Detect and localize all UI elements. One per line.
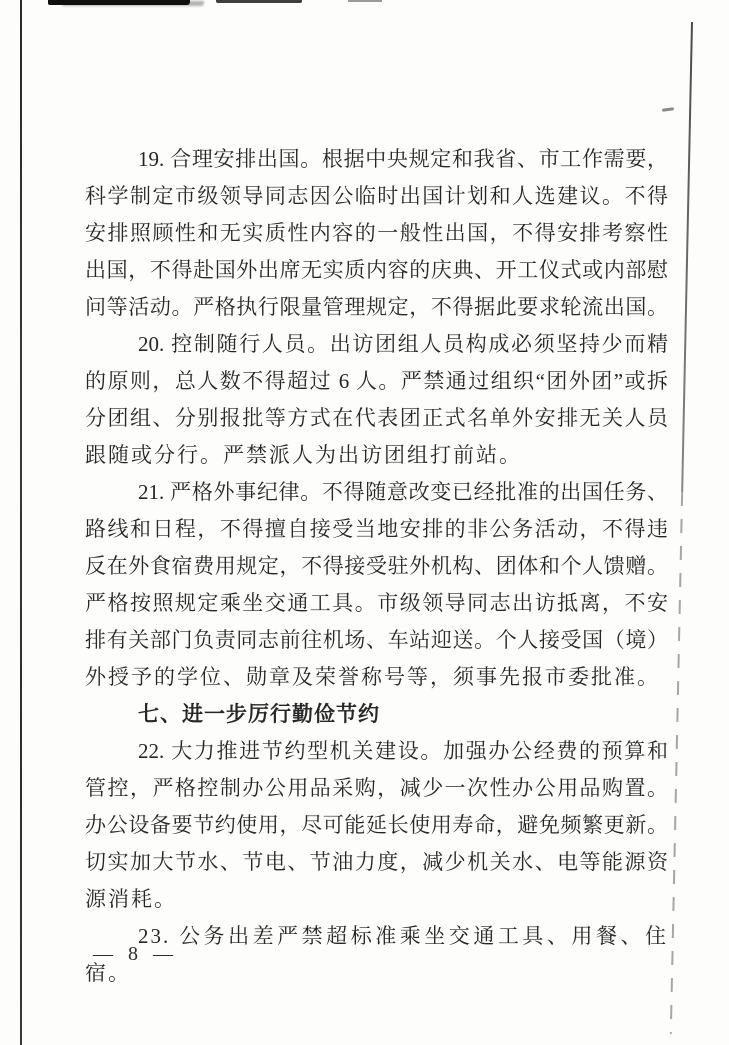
text-line-para21-4: 严格按照规定乘坐交通工具。市级领导同志出访抵离，不安: [85, 591, 668, 615]
scan-artifact-right-edge-line: [670, 22, 693, 1034]
text-line-para20-3: 分团组、分别报批等方式在代表团正式名单外安排无关人员: [85, 406, 668, 430]
text-line-para19-3: 安排照顾性和无实质性内容的一般性出国，不得安排考察性: [85, 221, 668, 245]
text-line-para22-3: 办公设备要节约使用，尽可能延长使用寿命，避免频繁更新。: [85, 813, 668, 837]
text-line-para19-5: 问等活动。严格执行限量管理规定，不得据此要求轮流出国。: [85, 295, 668, 319]
text-line-para21-3: 反在外食宿费用规定，不得接受驻外机构、团体和个人馈赠。: [85, 554, 668, 578]
scan-artifact-left-edge-line: [20, 0, 22, 1045]
text-line-para22-2: 管控，严格控制办公用品采购，减少一次性办公用品购置。: [85, 776, 668, 800]
scan-artifact-top-smudge-3: [348, 0, 382, 2]
text-line-para22-5: 源消耗。: [85, 887, 177, 911]
text-line-para21-2: 路线和日程，不得擅自接受当地安排的非公务活动，不得违: [85, 517, 668, 541]
text-line-para22-4: 切实加大节水、节电、节油力度，减少机关水、电等能源资: [85, 850, 668, 874]
text-line-para19-2: 科学制定市级领导同志因公临时出国计划和人选建议。不得: [85, 184, 668, 208]
page-number: — 8 —: [93, 943, 178, 965]
scan-artifact-top-smudge-1: [48, 0, 190, 5]
text-line-para21-6: 外授予的学位、勋章及荣誉称号等，须事先报市委批准。: [85, 665, 660, 689]
scan-artifact-speck: [662, 107, 674, 112]
text-line-para22-1: 22. 大力推进节约型机关建设。加强办公经费的预算和: [138, 739, 668, 763]
section-heading: 七、进一步厉行勤俭节约: [138, 702, 380, 726]
text-line-para19-4: 出国，不得赴国外出席无实质内容的庆典、开工仪式或内部慰: [85, 258, 668, 282]
scan-artifact-top-smudge-2: [216, 0, 302, 3]
text-line-para20-1: 20. 控制随行人员。出访团组人员构成必须坚持少而精: [138, 332, 668, 356]
text-line-para21-5: 排有关部门负责同志前往机场、车站迎送。个人接受国（境）: [85, 628, 668, 652]
document-body: [85, 141, 668, 985]
text-line-para20-2: 的原则，总人数不得超过 6 人。严禁通过组织“团外团”或拆: [85, 369, 668, 393]
text-line-para23-1: 23. 公务出差严禁超标准乘坐交通工具、用餐、住宿。: [85, 924, 668, 985]
text-line-para21-1: 21. 严格外事纪律。不得随意改变已经批准的出国任务、: [138, 480, 668, 504]
scan-artifact-right-line-solid: [681, 22, 693, 492]
text-line-para20-4: 跟随或分行。严禁派人为出访团组打前站。: [85, 443, 522, 467]
scan-artifact-right-line-faded: [670, 492, 683, 1034]
text-line-para19-1: 19. 合理安排出国。根据中央规定和我省、市工作需要，: [138, 147, 668, 171]
